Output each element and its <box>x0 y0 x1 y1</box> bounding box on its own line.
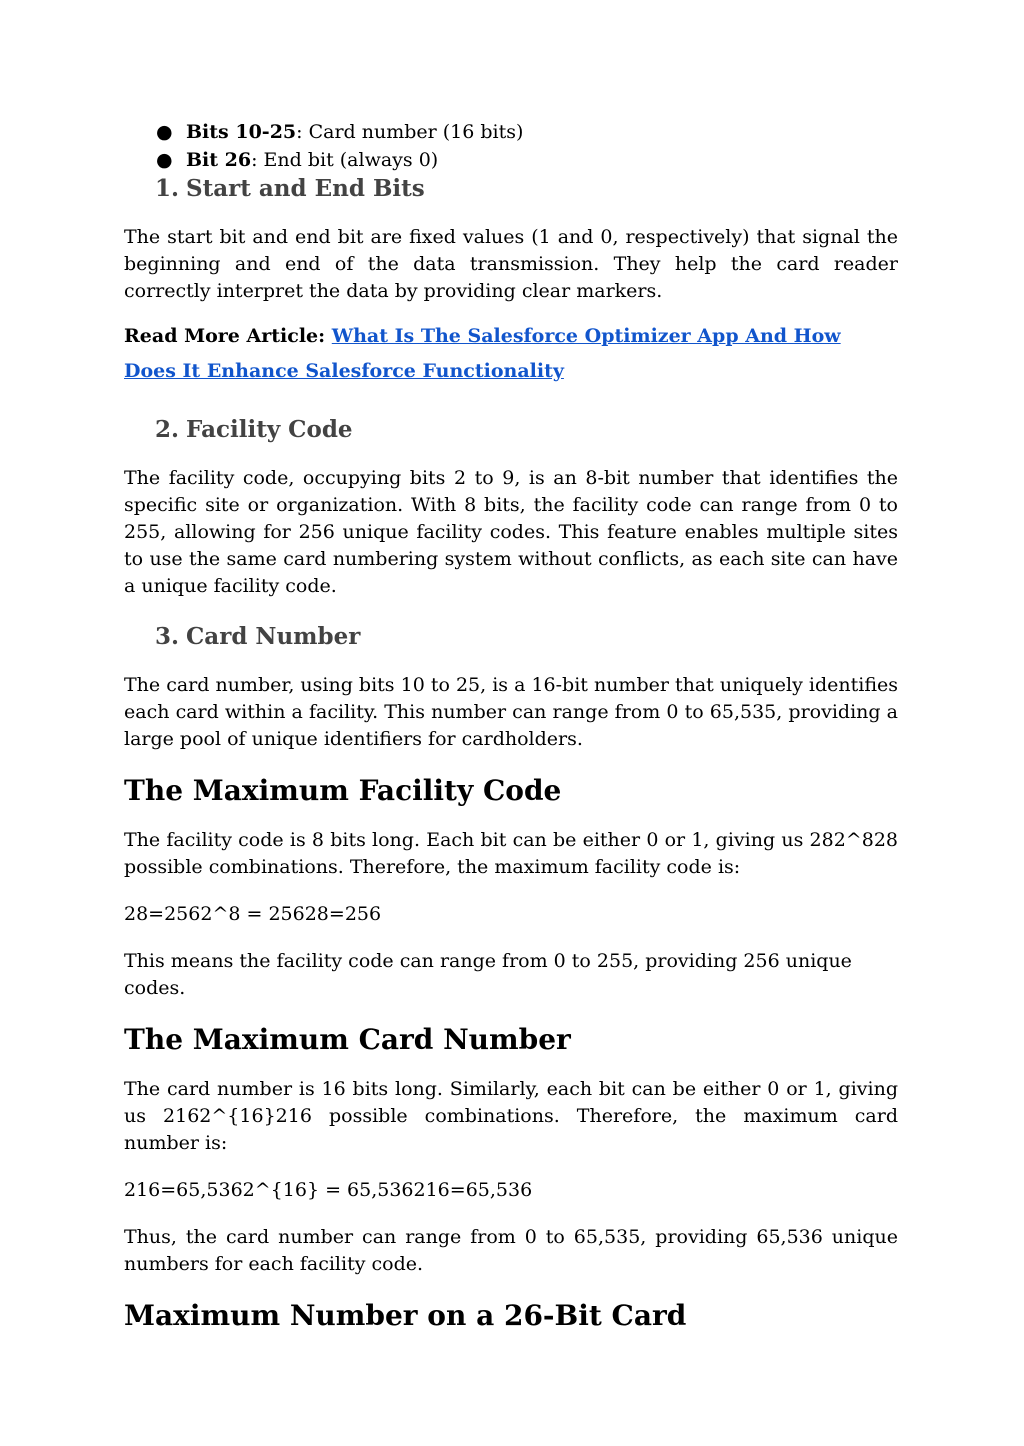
read-more <box>124 319 898 389</box>
document-page <box>124 118 898 1334</box>
section-number: 2. <box>155 416 180 443</box>
paragraph-max-card-2: Thus, the card number can range from 0 to 65,535, providing 65,536 unique numbers for each facility code. <box>124 1226 898 1275</box>
section-heading-start-end-bits <box>124 174 898 204</box>
formula-facility: 28=2562^8 = 25628=256 <box>124 903 382 925</box>
formula-card: 216=65,5362^{16} = 65,536216=65,536 <box>124 1179 533 1201</box>
read-more-label: Read More Article: <box>124 325 332 347</box>
heading-max-card-number: The Maximum Card Number <box>124 1023 571 1056</box>
bullet-text: : Card number (16 bits) <box>296 121 524 143</box>
paragraph-facility-code: The facility code, occupying bits 2 to 9, is an 8-bit number that identifies the specific site or organization. With 8 bits, the facility code can range from 0 to 255, allowing for 256 unique facility codes. This feature enables multiple sites to use the same card numbering system without conflicts, as each site can have a unique facility code. <box>124 467 898 597</box>
paragraph-start-end-bits: The start bit and end bit are fixed values (1 and 0, respectively) that signal the beginning and end of the data transmission. They help the card reader correctly interpret the data by providing clear markers. <box>124 226 898 302</box>
paragraph-max-facility-1: The facility code is 8 bits long. Each bit can be either 0 or 1, giving us 282^828 possible combinations. Therefore, the maximum facility code is: <box>124 829 898 878</box>
bullet-icon: ● <box>156 121 173 143</box>
paragraph-max-facility-2: This means the facility code can range from 0 to 255, providing 256 unique codes. <box>124 950 852 999</box>
heading-max-facility-code: The Maximum Facility Code <box>124 774 562 807</box>
section-number: 1. <box>155 175 180 202</box>
list-item <box>156 146 898 174</box>
paragraph-max-card-1: The card number is 16 bits long. Similarly, each bit can be either 0 or 1, giving us 2162^{16}216 possible combinations. Therefore, the maximum card number is: <box>124 1078 898 1154</box>
read-more-link[interactable]: What Is The Salesforce Optimizer App And How Does It Enhance Salesforce Functionality <box>124 325 841 382</box>
bullet-bold: Bit 26 <box>186 149 252 171</box>
bullet-bold: Bits 10-25 <box>186 121 297 143</box>
section-title: Card Number <box>186 623 361 650</box>
bullet-text: : End bit (always 0) <box>251 149 439 171</box>
section-heading-facility-code <box>124 415 898 445</box>
section-heading-card-number <box>124 622 898 652</box>
bullet-icon: ● <box>156 149 173 171</box>
paragraph-card-number: The card number, using bits 10 to 25, is a 16-bit number that uniquely identifies each card within a facility. This number can range from 0 to 65,535, providing a large pool of unique identifiers for cardholders. <box>124 674 898 750</box>
section-title: Facility Code <box>186 416 353 443</box>
heading-max-number-26-bit: Maximum Number on a 26-Bit Card <box>124 1299 687 1332</box>
section-number: 3. <box>155 623 180 650</box>
list-item <box>156 118 898 146</box>
bit-list <box>124 118 898 174</box>
section-title: Start and End Bits <box>186 175 425 202</box>
